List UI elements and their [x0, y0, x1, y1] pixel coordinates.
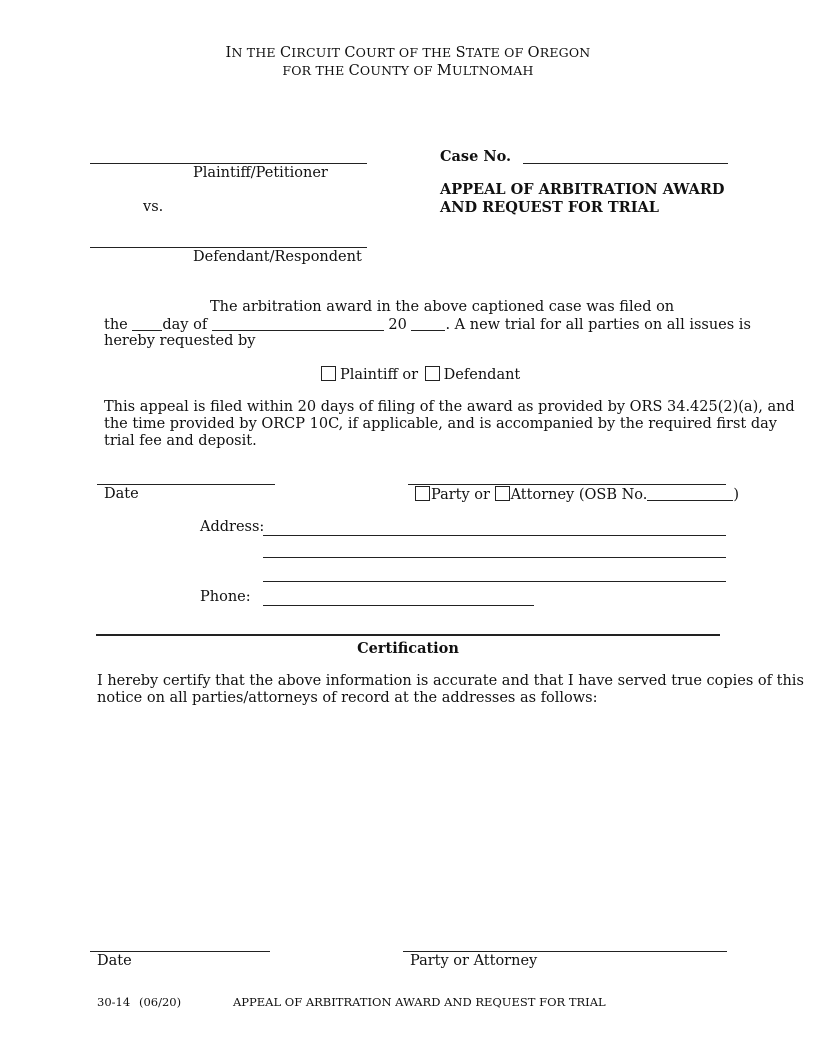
year-field[interactable] — [411, 316, 445, 331]
plaintiff-line[interactable] — [90, 163, 367, 164]
phone-label: Phone: — [200, 589, 251, 605]
month-field[interactable] — [212, 316, 384, 331]
defendant-line[interactable] — [90, 247, 367, 248]
form-title-line1: APPEAL OF ARBITRATION AWARD — [440, 181, 725, 198]
date-label: Date — [104, 486, 139, 502]
address-label: Address: — [200, 519, 265, 535]
requested-by-text: hereby requested by — [104, 333, 256, 349]
appeal-text-line3: trial fee and deposit. — [104, 433, 257, 449]
certification-heading: Certification — [357, 640, 459, 657]
address-field-3[interactable] — [263, 581, 726, 582]
cert-party-line[interactable] — [403, 951, 727, 952]
attorney-checkbox[interactable] — [495, 486, 510, 501]
appeal-text-line1: This appeal is filed within 20 days of filing of the award as provided by ORS 34.425(2)(a), and — [104, 399, 795, 415]
court-name-line2: FOR THE COUNTY OF MULTNOMAH — [282, 63, 534, 79]
cert-date-line[interactable] — [90, 951, 270, 952]
cert-date-label: Date — [97, 953, 132, 969]
appeal-text-line2: the time provided by ORCP 10C, if applicable, and is accompanied by the required first day — [104, 416, 777, 432]
party-signature-line[interactable] — [408, 484, 726, 485]
court-name-line1: IN THE CIRCUIT COURT OF THE STATE OF OREGON — [225, 45, 591, 61]
award-date-line: the day of 20 . A new trial for all parties on all issues is — [104, 317, 751, 333]
footer-form-no: 30-14 — [97, 995, 131, 1009]
address-field-1[interactable] — [263, 535, 726, 536]
defendant-option-label: Defendant — [443, 367, 521, 383]
case-no-field[interactable] — [523, 163, 728, 164]
certification-text-line1: I hereby certify that the above information is accurate and that I have served true copies of this — [97, 673, 804, 689]
defendant-label: Defendant/Respondent — [193, 249, 362, 265]
footer-title: APPEAL OF ARBITRATION AWARD AND REQUEST FOR TRIAL — [233, 995, 606, 1009]
requesting-party-options — [321, 366, 520, 384]
case-no-label: Case No. — [440, 148, 512, 165]
party-checkbox[interactable] — [415, 486, 430, 501]
certification-text-line2: notice on all parties/attorneys of record at the addresses as follows: — [97, 690, 598, 706]
plaintiff-option-label: Plaintiff or — [340, 367, 419, 383]
form-title-line2: AND REQUEST FOR TRIAL — [440, 199, 659, 216]
day-field[interactable] — [132, 316, 162, 331]
defendant-checkbox[interactable] — [425, 366, 440, 381]
plaintiff-label: Plaintiff/Petitioner — [193, 165, 328, 181]
plaintiff-checkbox[interactable] — [321, 366, 336, 381]
date-signature-line[interactable] — [97, 484, 275, 485]
osb-number-field[interactable] — [647, 486, 733, 501]
address-field-2[interactable] — [263, 557, 726, 558]
footer-revision: (06/20) — [139, 995, 182, 1009]
cert-party-label: Party or Attorney — [410, 953, 538, 969]
party-attorney-options: Party or Attorney (OSB No. ) — [415, 486, 739, 504]
certification-divider — [96, 634, 720, 636]
phone-field[interactable] — [263, 605, 534, 606]
award-filed-text: The arbitration award in the above captioned case was filed on — [210, 299, 675, 315]
vs-label: vs. — [143, 199, 164, 215]
